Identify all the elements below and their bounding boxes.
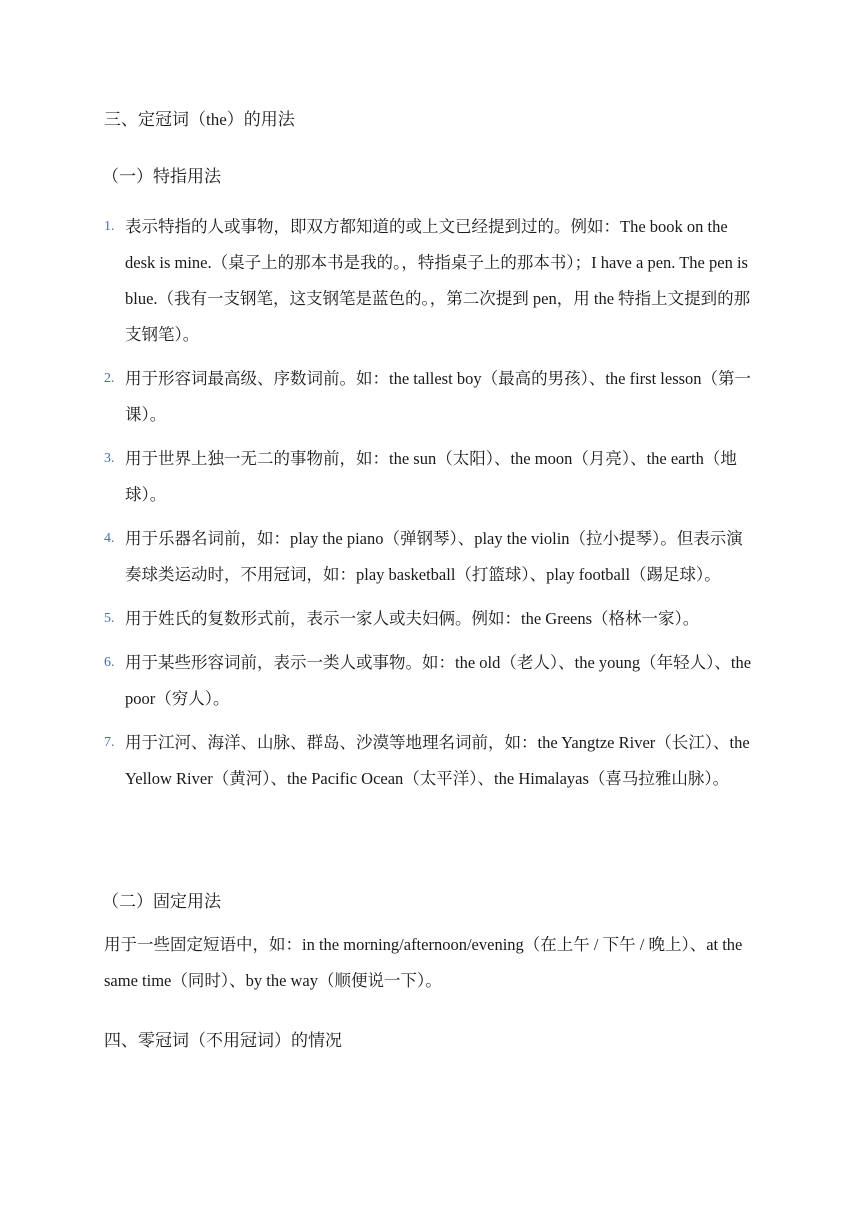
list-item bbox=[104, 725, 754, 797]
list-item bbox=[104, 441, 754, 513]
section-4-heading: 四、零冠词（不用冠词）的情况 bbox=[104, 1031, 342, 1050]
list-number: 3. bbox=[104, 451, 115, 466]
fixed-usage-paragraph: 用于一些固定短语中，如：in the morning/afternoon/evening（在上午 / 下午 / 晚上）、at the same time（同时）、by the way（顺便说一下）。 bbox=[104, 935, 743, 990]
list-item bbox=[104, 209, 754, 353]
list-item bbox=[104, 645, 754, 717]
section-3-heading: 三、定冠词（the）的用法 bbox=[104, 110, 295, 129]
list-item-text: 用于形容词最高级、序数词前。如：the tallest boy（最高的男孩）、the first lesson（第一课）。 bbox=[125, 369, 752, 424]
list-item bbox=[104, 361, 754, 433]
list-number: 2. bbox=[104, 371, 115, 386]
list-item-text: 表示特指的人或事物，即双方都知道的或上文已经提到过的。例如：The book on the desk is mine.（桌子上的那本书是我的。，特指桌子上的那本书）；I have a pen. The pen is blue.（我有一支钢笔，这支钢笔是蓝色的。，第二次提到 pen，用 the 特指上文提到的那支钢笔）。 bbox=[125, 217, 751, 344]
list-number: 6. bbox=[104, 655, 115, 670]
list-item bbox=[104, 601, 754, 637]
list-item-text: 用于某些形容词前，表示一类人或事物。如：the old（老人）、the young（年轻人）、the poor（穷人）。 bbox=[125, 653, 752, 708]
list-item-text: 用于世界上独一无二的事物前，如：the sun（太阳）、the moon（月亮）、the earth（地球）。 bbox=[125, 449, 737, 504]
list-number: 4. bbox=[104, 531, 115, 546]
subsection-1-heading: （一）特指用法 bbox=[102, 167, 221, 186]
list-item bbox=[104, 521, 754, 593]
specific-usage-list bbox=[104, 209, 754, 805]
list-item-text: 用于乐器名词前，如：play the piano（弹钢琴）、play the violin（拉小提琴）。但表示演奏球类运动时，不用冠词，如：play basketball（打篮球）、play football（踢足球）。 bbox=[125, 529, 743, 584]
list-number: 1. bbox=[104, 219, 115, 234]
list-number: 7. bbox=[104, 735, 115, 750]
list-item-text: 用于江河、海洋、山脉、群岛、沙漠等地理名词前，如：the Yangtze River（长江）、the Yellow River（黄河）、the Pacific Ocean（太平洋）、the Himalayas（喜马拉雅山脉）。 bbox=[125, 733, 750, 788]
list-number: 5. bbox=[104, 611, 115, 626]
list-item-text: 用于姓氏的复数形式前，表示一家人或夫妇俩。例如：the Greens（格林一家）。 bbox=[125, 609, 700, 628]
subsection-2-heading: （二）固定用法 bbox=[102, 892, 221, 911]
